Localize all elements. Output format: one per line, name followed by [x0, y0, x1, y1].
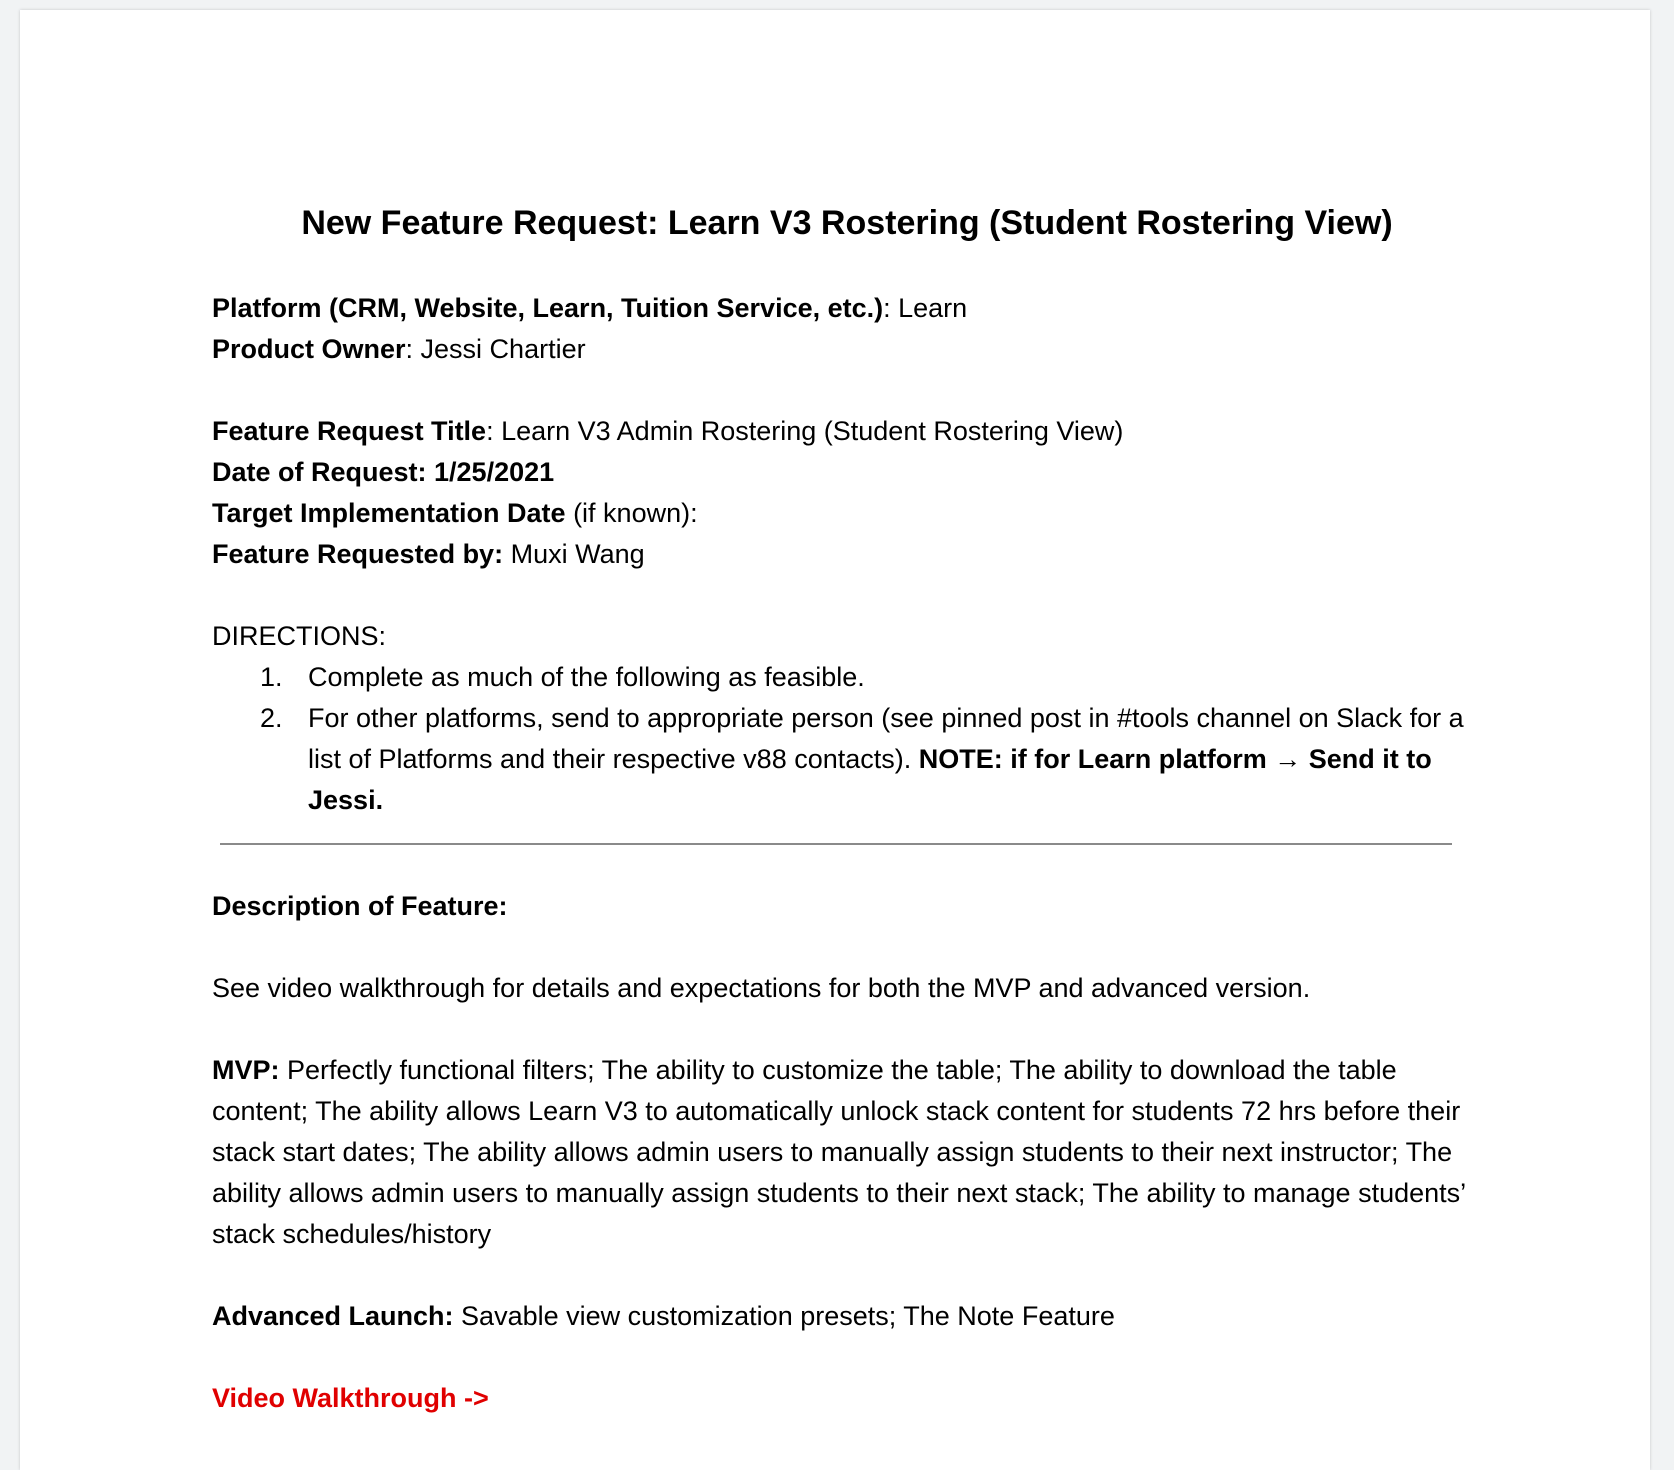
mvp-text: Perfectly functional filters; The ability to customize the table; The ability to download the table content; The ability allows Learn V3 to automatically unlock stack content for students 72 hrs before their stack start dates; The ability allows admin users to manually assign students to their next instructor; The ability allows admin users to manually assign students to their next stack; The ability to manage students’ stack schedules/history	[212, 1055, 1466, 1249]
date-of-request-label: Date of Request: 1/25/2021	[212, 457, 555, 487]
feature-request-title-line	[212, 411, 1482, 452]
product-owner-label: Product Owner	[212, 334, 406, 364]
directions-item-text: For other platforms, send to appropriate person (see pinned post in #tools channel on Slack for a list of Platforms and their respective v88 contacts).	[308, 703, 1464, 774]
directions-heading: DIRECTIONS:	[212, 621, 387, 651]
advanced-launch-text: Savable view customization presets; The Note Feature	[453, 1301, 1115, 1331]
directions-item-note: NOTE: if for Learn platform → Send it to Jessi.	[308, 744, 1432, 815]
spacer	[212, 1337, 1482, 1378]
video-link-line	[212, 1378, 1482, 1419]
directions-item	[212, 657, 1482, 698]
feature-requested-by-value: Muxi Wang	[503, 539, 645, 569]
directions-item-text: Complete as much of the following as feasible.	[308, 662, 865, 692]
mvp-paragraph	[212, 1050, 1482, 1255]
advanced-launch-paragraph	[212, 1296, 1482, 1337]
spacer	[212, 1009, 1482, 1050]
platform-line	[212, 288, 1482, 329]
directions-item-number: 2.	[260, 703, 283, 733]
feature-request-title-value: : Learn V3 Admin Rostering (Student Rostering View)	[486, 416, 1124, 446]
advanced-launch-label: Advanced Launch:	[212, 1301, 454, 1331]
spacer	[212, 845, 1482, 886]
feature-requested-by-line	[212, 534, 1482, 575]
spacer	[212, 1255, 1482, 1296]
video-walkthrough-link[interactable]: Video Walkthrough ->	[212, 1383, 489, 1413]
document-title: New Feature Request: Learn V3 Rostering (Student Rostering View)	[301, 204, 1393, 242]
directions-list	[212, 657, 1482, 821]
spacer	[212, 370, 1482, 411]
description-intro: See video walkthrough for details and expectations for both the MVP and advanced version.	[212, 973, 1311, 1003]
description-heading: Description of Feature:	[212, 891, 508, 921]
platform-label: Platform (CRM, Website, Learn, Tuition Service, etc.)	[212, 293, 884, 323]
spacer	[212, 927, 1482, 968]
feature-requested-by-label: Feature Requested by:	[212, 539, 504, 569]
mvp-label: MVP:	[212, 1055, 280, 1085]
document-content	[212, 200, 1482, 1419]
spacer	[212, 575, 1482, 616]
directions-item	[212, 698, 1482, 821]
product-owner-value: : Jessi Chartier	[405, 334, 586, 364]
directions-section	[212, 616, 1482, 821]
product-owner-line	[212, 329, 1482, 370]
target-implementation-date-value: (if known):	[565, 498, 698, 528]
platform-value: : Learn	[883, 293, 968, 323]
target-implementation-date-line	[212, 493, 1482, 534]
date-of-request-line	[212, 452, 1482, 493]
target-implementation-date-label: Target Implementation Date	[212, 498, 566, 528]
directions-item-number: 1.	[260, 662, 283, 692]
feature-request-title-label: Feature Request Title	[212, 416, 487, 446]
document-page	[20, 10, 1650, 1470]
